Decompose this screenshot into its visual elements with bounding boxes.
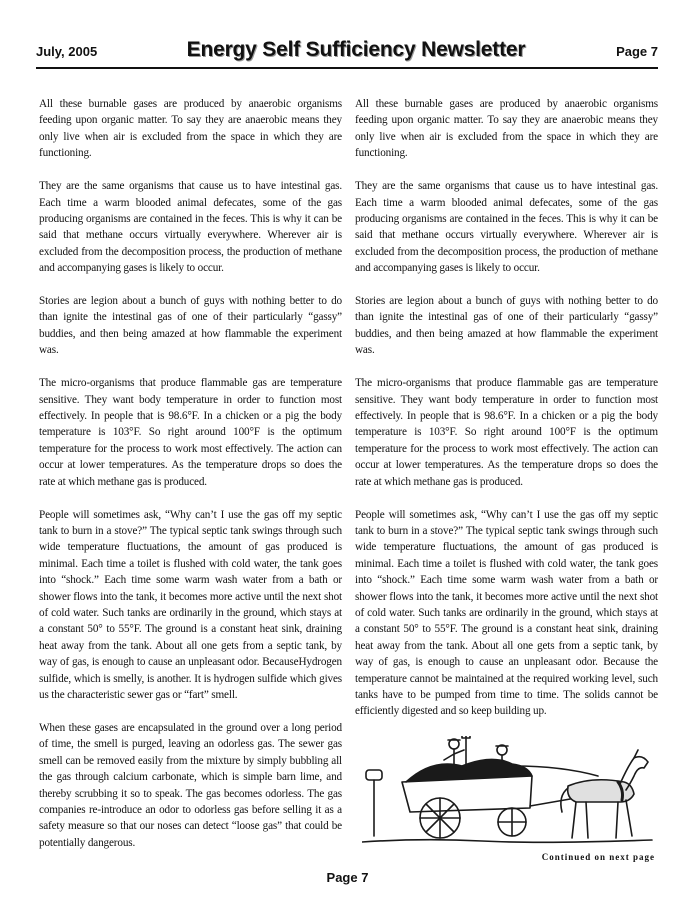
paragraph: They are the same organisms that cause us to have intestinal gas. Each time a warm blooded animal defecates, some of the gas producing organisms are contained in the feces. This is why it can be said that methane occurs virtually everywhere. Wherever air is excluded from the decomposition process, the production of methane and accompanying gases is likely to occur. [39,180,342,275]
paragraph: All these burnable gases are produced by anaerobic organisms feeding upon organic matter. To say they are anaerobic means they only live when air is excluded from the space in which they are functioning. [39,98,342,160]
paragraph: When these gases are encapsulated in the ground over a long period of time, the smell is purged, leaving an odorless gas. The sewer gas smell can be removed easily from the mixture by simply bubbling all the gas through calcium carbonate, which is simple barn lime, and thereby scrubbing it so to speak. The gas becomes odorless. The gas companies re-introduce an odor to odorless gas before selling it as a safety measure so that our noses can detect “loose gas” that could be potentially dangerous. [39,721,342,849]
paragraph: They are the same organisms that cause us to have intestinal gas. Each time a warm blooded animal defecates, some of the gas producing organisms are contained in the feces. This is why it can be said that methane occurs virtually everywhere. Wherever air is excluded from the decomposition process, the production of methane and accompanying gases is likely to occur. [355,180,658,275]
horse-drawn-manure-wagon-drawing [362,736,654,846]
paragraph: The micro-organisms that produce flammable gas are temperature sensitive. They want body temperature in order to function most effectively. In people that is 98.6°F. In a chicken or a pig the body temperature is 103°F. So right around 100°F is the optimum temperature for the process to work most effectively. The action can occur at lower temperatures. As the temperature drops so does the rate at which methane gas is produced. [355,377,658,488]
wagon-illustration-icon [362,736,654,846]
newsletter-title: Energy Self Sufficiency Newsletter [186,38,526,61]
header-page-number: Page 7 [616,44,658,59]
continued-note: Continued on next page [541,852,655,862]
issue-date: July, 2005 [36,44,98,59]
paragraph: People will sometimes ask, “Why can’t I use the gas off my septic tank to burn in a stove?” The typical septic tank swings through such wide temperature fluctuations, the amount of gas produced is minimal. Each time a toilet is flushed with cold water, the tank goes into “shock.” Each time some warm wash water from a bath or shower flows into the tank, it becomes more active until the next shot of cold water. Such tanks are ordinarily in the ground, which stays at a constant 50° to 55°F. The ground is a constant heat sink, draining heat away from the tank. About all one gets from a septic tank, by way of gas, is enough to cause an unpleasant odor. BecauseHydrogen sulfide, which is smelly, is another. It is hydrogen sulfide which gives us the characteristic sewer gas or “fart” smell. [39,508,342,701]
page-header [36,38,658,68]
paragraph: People will sometimes ask, “Why can’t I use the gas off my septic tank to burn in a stove?” The typical septic tank swings through such wide temperature fluctuations, the amount of gas produced is minimal. Each time a toilet is flushed with cold water, the tank goes into “shock.” Each time some warm wash water from a bath or shower flows into the tank, it becomes more active until the next shot of cold water. Such tanks are ordinarily in the ground, which stays at a constant 50° to 55°F. The ground is a constant heat sink, draining heat away from the tank. About all one gets from a septic tank, by way of gas, is enough to cause an unpleasant odor. Because the temperature cannot be maintained at the required working level, such tanks have to be pumped from time to time. The solids cannot be efficiently digested and so keep building up. [355,508,658,718]
header-rule [36,67,658,69]
left-column [39,96,342,868]
paragraph: Stories are legion about a bunch of guys with nothing better to do than ignite the intestinal gas of one of their particularly “gassy” buddies, and then being amazed at how flammable the experiment was. [355,295,658,357]
paragraph: Stories are legion about a bunch of guys with nothing better to do than ignite the intestinal gas of one of their particularly “gassy” buddies, and then being amazed at how flammable the experiment was. [39,295,342,357]
paragraph: All these burnable gases are produced by anaerobic organisms feeding upon organic matter. To say they are anaerobic means they only live when air is excluded from the space in which they are functioning. [355,98,658,160]
paragraph: The micro-organisms that produce flammable gas are temperature sensitive. They want body temperature in order to function most effectively. In people that is 98.6°F. In a chicken or a pig the body temperature is 103°F. So right around 100°F is the optimum temperature for the process to work most effectively. The action can occur at lower temperatures. As the temperature drops so does the rate at which methane gas is produced. [39,377,342,488]
footer-page-number: Page 7 [326,870,369,885]
right-column [355,96,658,736]
